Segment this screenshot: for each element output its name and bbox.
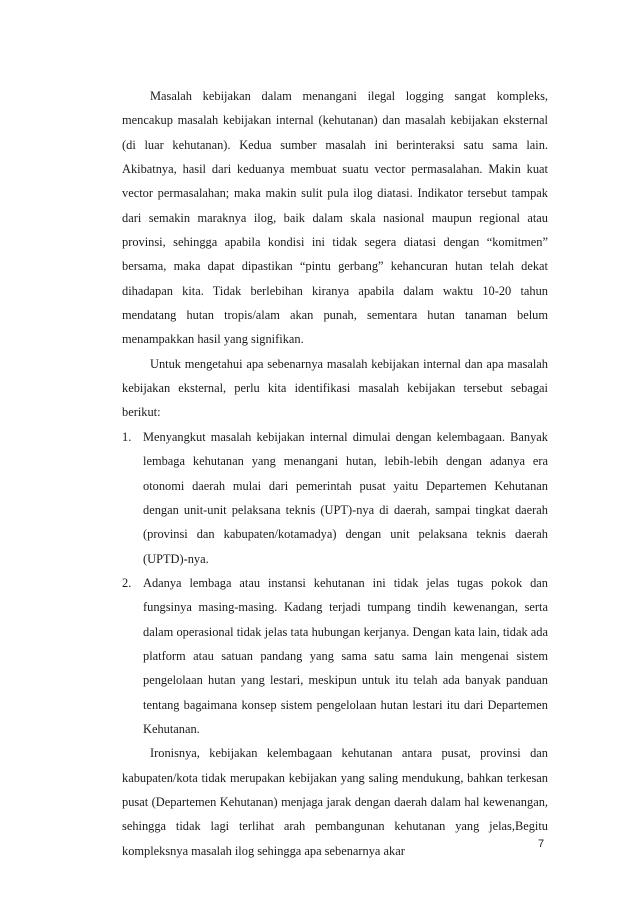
page-number: 7: [538, 838, 545, 850]
list-item: [122, 571, 548, 741]
body-text: [122, 84, 548, 863]
list-item: [122, 425, 548, 571]
list-item-number: 1.: [122, 429, 132, 444]
problem-list: [122, 425, 548, 741]
paragraph-identification: Untuk mengetahui apa sebenarnya masalah kebijakan internal dan apa masalah kebijakan eksternal, perlu kita identifikasi masalah kebijakan tersebut sebagai berikut:: [122, 356, 548, 420]
paragraph-irony: Ironisnya, kebijakan kelembagaan kehutanan antara pusat, provinsi dan kabupaten/kota tidak merupakan kebijakan yang saling mendukung, bahkan terkesan pusat (Departemen Kehutanan) menjaga jarak dengan daerah dalam hal kewenangan, sehingga tidak lagi terlihat arah pembangunan kehutanan yang jelas,Begitu kompleksnya masalah ilog sehingga apa sebenarnya akar: [122, 746, 548, 858]
list-item-text: Adanya lembaga atau instansi kehutanan ini tidak jelas tugas pokok dan fungsinya masing-masing. Kadang terjadi tumpang tindih kewenangan, serta dalam operasional tidak jelas tata hubungan kerjanya. Dengan kata lain, tidak ada platform atau satuan pandang yang sama satu sama lain mengenai sistem pengelolaan hutan yang lestari, meskipun untuk itu telah ada banyak panduan tentang bagaimana konsep sistem pengelolaan hutan lestari itu dari Departemen Kehutanan.: [143, 575, 548, 736]
list-item-text: Menyangkut masalah kebijakan internal dimulai dengan kelembagaan. Banyak lembaga kehutanan yang menangani hutan, lebih-lebih dengan adanya era otonomi daerah mulai dari pemerintah pusat yaitu Departemen Kehutanan dengan unit-unit pelaksana teknis (UPT)-nya di daerah, sampai tingkat daerah (provinsi dan kabupaten/kotamadya) dengan unit pelaksana teknis daerah (UPTD)-nya.: [143, 429, 548, 566]
list-item-number: 2.: [122, 575, 132, 590]
paragraph-intro: Masalah kebijakan dalam menangani ilegal logging sangat kompleks, mencakup masalah kebijakan internal (kehutanan) dan masalah kebijakan eksternal (di luar kehutanan). Kedua sumber masalah ini berinteraksi satu sama lain. Akibatnya, hasil dari keduanya membuat suatu vector permasalahan. Makin kuat vector permasalahan; maka makin sulit pula ilog diatasi. Indikator tersebut tampak dari semakin maraknya ilog, baik dalam skala nasional maupun regional atau provinsi, sehingga apabila kondisi ini tidak segera diatasi dengan “komitmen” bersama, maka dapat dipastikan “pintu gerbang” kehancuran hutan telah dekat dihadapan kita. Tidak berlebihan kiranya apabila dalam waktu 10-20 tahun mendatang hutan tropis/alam akan punah, sementara hutan tanaman belum menampakkan hasil yang signifikan.: [122, 89, 548, 347]
